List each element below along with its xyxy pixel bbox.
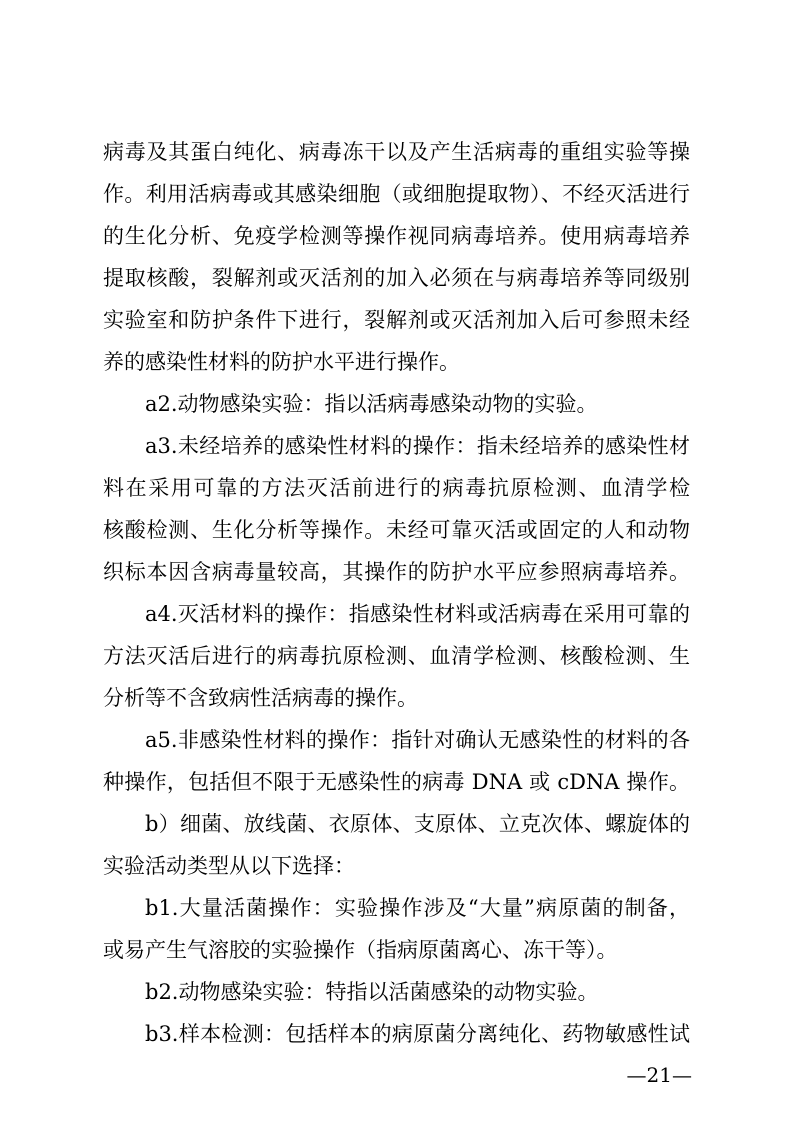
page-number: —21— [626,1063,692,1087]
text-line: a3.未经培养的感染性材料的操作：指未经培养的感染性材 [145,434,690,458]
text-line: b1.大量活菌操作：实验操作涉及“大量”病原菌的制备， [145,896,690,920]
text-line: 实验室和防护条件下进行，裂解剂或灭活剂加入后可参照未经 [103,308,690,332]
text-line: 养的感染性材料的防护水平进行操作。 [103,350,460,374]
text-line: 种操作，包括但不限于无感染性的病毒 DNA 或 cDNA 操作。 [103,770,690,794]
text-line: 作。利用活病毒或其感染细胞（或细胞提取物）、不经灭活进行 [103,182,690,206]
text-line: a5.非感染性材料的操作：指针对确认无感染性的材料的各 [145,728,690,752]
text-line: a2.动物感染实验：指以活病毒感染动物的实验。 [145,392,598,416]
text-line: 分析等不含致病性活病毒的操作。 [103,686,418,710]
body-text [103,131,690,1055]
text-line: b2.动物感染实验：特指以活菌感染的动物实验。 [145,980,599,1004]
text-line: 料在采用可靠的方法灭活前进行的病毒抗原检测、血清学检 [103,476,690,500]
text-line: b3.样本检测：包括样本的病原菌分离纯化、药物敏感性试 [145,1022,690,1046]
text-line: 实验活动类型从以下选择： [103,854,355,878]
text-line: 病毒及其蛋白纯化、病毒冻干以及产生活病毒的重组实验等操 [103,140,690,164]
text-line: 的生化分析、免疫学检测等操作视同病毒培养。使用病毒培养 [103,224,690,248]
text-line: 织标本因含病毒量较高，其操作的防护水平应参照病毒培养。 [103,560,690,584]
text-line: 提取核酸，裂解剂或灭活剂的加入必须在与病毒培养等同级别 [103,266,690,290]
text-line: 方法灭活后进行的病毒抗原检测、血清学检测、核酸检测、生 [103,644,690,668]
text-line: a4.灭活材料的操作：指感染性材料或活病毒在采用可靠的 [145,602,690,626]
text-line: b）细菌、放线菌、衣原体、支原体、立克次体、螺旋体的 [145,812,690,836]
text-line: 或易产生气溶胶的实验操作（指病原菌离心、冻干等）。 [103,938,618,962]
text-line: 核酸检测、生化分析等操作。未经可靠灭活或固定的人和动物 [103,518,690,542]
